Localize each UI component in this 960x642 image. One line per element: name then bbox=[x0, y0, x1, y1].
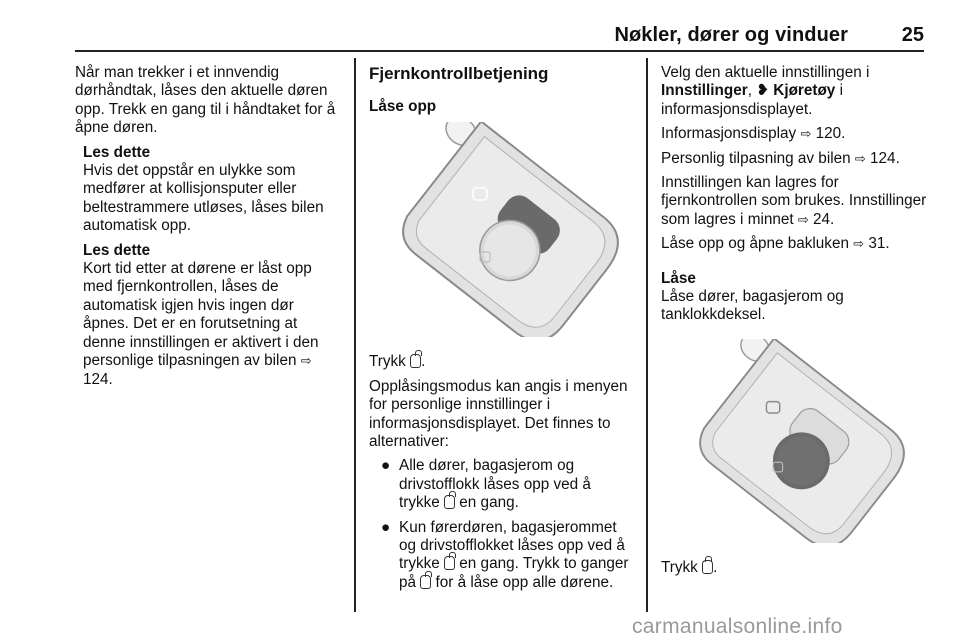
bullet-icon: ● bbox=[381, 457, 391, 475]
page-header bbox=[0, 0, 960, 52]
note-auto-relock bbox=[75, 242, 343, 389]
unlock-options-list bbox=[369, 457, 635, 592]
key-fob-lock-illustration bbox=[661, 339, 925, 543]
unlock-button-icon bbox=[410, 354, 421, 368]
list-item: ● Kun førerdøren, bagasjerommet og drivstofflokket låses opp ved å trykke en gang. Trykk to ganger på for å låse opp alle dørene. bbox=[381, 518, 629, 591]
key-fob-unlock-illustration bbox=[369, 122, 633, 337]
menu-arrow-icon: ❥ bbox=[756, 82, 770, 100]
reference-personalization: Personlig tilpasning av bilen ⇨ 124. bbox=[661, 149, 900, 167]
watermark: carmanualsonline.info bbox=[632, 615, 843, 638]
reference-info-display: Informasjonsdisplay ⇨ 120. bbox=[661, 125, 846, 143]
reference-arrow-icon: ⇨ bbox=[853, 236, 865, 252]
subsection-title-unlock: Låse opp bbox=[369, 98, 437, 115]
key-fob-icon bbox=[661, 339, 925, 543]
key-fob-icon bbox=[369, 122, 633, 337]
column-1 bbox=[75, 64, 343, 395]
chapter-title: Nøkler, dører og vinduer bbox=[614, 24, 848, 46]
note-body: Hvis det oppstår en ulykke som medfører at kollisjonsputer eller beltestrammere utløses, låses bilen automatisk opp. bbox=[83, 162, 324, 235]
page-number: 25 bbox=[901, 24, 924, 46]
reference-arrow-icon: ⇨ bbox=[797, 211, 809, 227]
note-body: Kort tid etter at dørene er låst opp med fjernkontrollen, låses de automatisk igjen hvis ingen dør åpnes. Det er en forutsetning at denne innstillingen er aktivert i den personlige tilpasningen av bilen ⇨ 124. bbox=[83, 260, 319, 388]
press-lock: Trykk . bbox=[661, 558, 718, 576]
lock-button-icon bbox=[702, 560, 713, 574]
paragraph-lock: Låse dører, bagasjerom og tanklokkdeksel. bbox=[661, 288, 844, 324]
paragraph-unlock-modes: Opplåsingsmodus kan angis i menyen for personlige innstillinger i informasjonsdisplayet. Det finnes to alternativer: bbox=[369, 377, 628, 451]
bullet-icon: ● bbox=[381, 518, 391, 536]
column-divider-2 bbox=[646, 58, 648, 612]
unlock-button-icon bbox=[420, 575, 431, 589]
reference-arrow-icon: ⇨ bbox=[854, 150, 866, 166]
column-2 bbox=[369, 64, 635, 598]
paragraph-select-setting: Velg den aktuelle innstillingen i Innstillinger, ❥ Kjøretøy i informasjonsdisplayet. bbox=[661, 64, 870, 118]
column-divider-1 bbox=[354, 58, 356, 612]
column-3 bbox=[661, 64, 927, 583]
unlock-button-icon bbox=[444, 495, 455, 509]
subsection-title-lock: Låse bbox=[661, 269, 696, 287]
list-item: ● Alle dører, bagasjerom og drivstofflokk låses opp ved å trykke en gang. bbox=[381, 457, 591, 512]
unlock-button-icon bbox=[444, 556, 455, 570]
note-heading: Les dette bbox=[83, 143, 151, 161]
section-title: Fjernkontrollbetjening bbox=[369, 64, 549, 83]
reference-tailgate: Låse opp og åpne bakluken ⇨ 31. bbox=[661, 235, 890, 253]
reference-arrow-icon: ⇨ bbox=[800, 126, 812, 142]
paragraph-store-setting: Innstillingen kan lagres for fjernkontrollen som brukes. Innstillinger som lagres i minnet ⇨ 24. bbox=[661, 174, 927, 228]
note-heading: Les dette bbox=[83, 241, 151, 259]
note-collision bbox=[75, 144, 343, 236]
header-rule bbox=[75, 50, 924, 52]
paragraph-door-handle: Når man trekker i et innvendig dørhåndtak, låses den aktuelle døren opp. Trekk en gang til i håndtaket for å åpne døren. bbox=[75, 64, 336, 137]
reference-arrow-icon: ⇨ bbox=[300, 353, 312, 369]
press-unlock: Trykk . bbox=[369, 353, 426, 371]
